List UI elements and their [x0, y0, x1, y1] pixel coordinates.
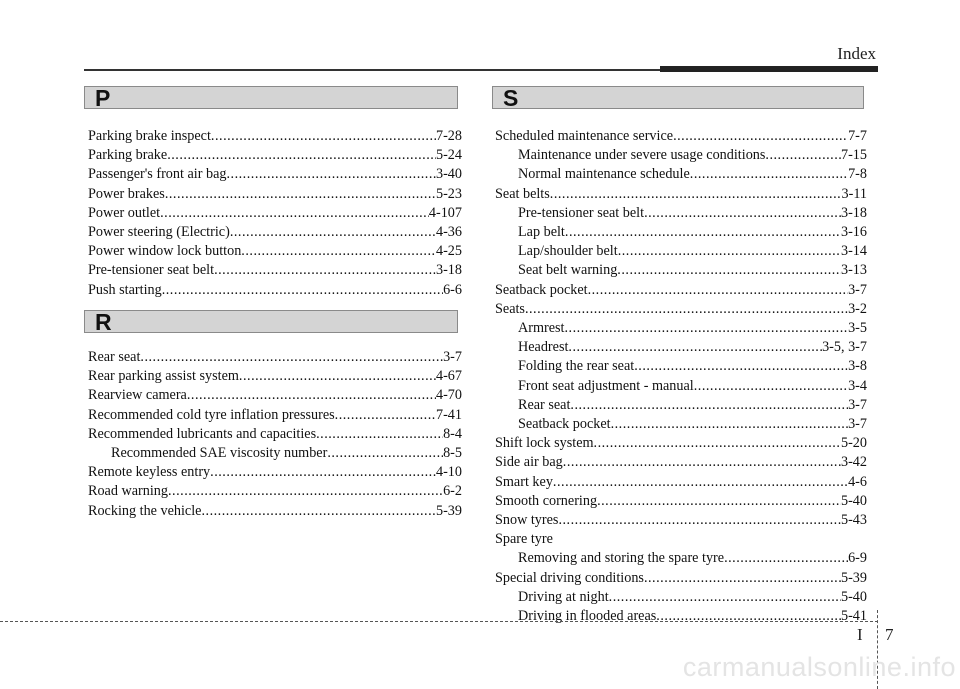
index-entry-text: Recommended cold tyre inflation pressures — [88, 406, 335, 423]
index-entry-page: 5-20 — [840, 435, 867, 452]
index-entry-text: Push starting — [88, 281, 162, 298]
section-letter-s: S — [503, 85, 519, 111]
index-entry-page: 4-10 — [435, 464, 462, 481]
index-entry-page: 3-7 — [848, 416, 867, 433]
dot-leader — [230, 223, 436, 242]
index-entry — [495, 549, 867, 568]
index-list-r — [88, 348, 462, 521]
index-entry — [495, 185, 867, 204]
dot-leader — [617, 261, 841, 280]
index-entry-page: 6-6 — [443, 281, 462, 298]
index-entry-page: 5-43 — [840, 512, 867, 529]
index-entry-page: 4-36 — [435, 224, 462, 241]
index-entry-page: 5-40 — [840, 492, 867, 509]
dot-leader — [634, 357, 848, 376]
index-entry-text: Seat belts — [495, 185, 550, 202]
dot-leader — [335, 406, 436, 425]
index-entry-page: 3-40 — [435, 166, 462, 183]
dot-leader — [609, 588, 841, 607]
index-entry — [495, 453, 867, 472]
index-entry — [495, 607, 867, 626]
index-entry — [495, 146, 867, 165]
dot-leader — [690, 165, 848, 184]
index-entry — [495, 434, 867, 453]
index-entry-page: 6-9 — [848, 550, 867, 567]
dot-leader — [553, 473, 848, 492]
index-entry-page: 7-8 — [848, 166, 867, 183]
index-entry-text: Parking brake — [88, 147, 168, 164]
index-list-p — [88, 127, 462, 300]
index-entry — [88, 204, 462, 223]
section-header-s — [492, 86, 864, 109]
index-entry-page: 3-11 — [841, 185, 867, 202]
dot-leader — [226, 165, 436, 184]
index-entry-page: 4-67 — [435, 368, 462, 385]
index-entry-text: Smooth cornering — [495, 492, 598, 509]
dot-leader — [565, 223, 841, 242]
dot-leader — [597, 492, 841, 511]
dot-leader — [316, 425, 443, 444]
index-entry — [88, 165, 462, 184]
dot-leader — [214, 261, 436, 280]
index-entry — [88, 242, 462, 261]
index-entry — [495, 223, 867, 242]
dot-leader — [570, 396, 848, 415]
index-entry-page: 3-7 — [848, 396, 867, 413]
index-entry-page: 3-13 — [840, 262, 867, 279]
index-entry-page: 3-7 — [443, 349, 462, 365]
index-entry-page: 3-8 — [848, 358, 867, 375]
index-entry-text: Smart key — [495, 473, 553, 490]
index-entry-text: Power outlet — [88, 204, 161, 221]
index-entry-text: Scheduled maintenance service — [495, 128, 674, 144]
footer-section-label: I — [857, 625, 863, 644]
index-entry-page: 3-2 — [848, 300, 867, 317]
footer-page-number: 7 — [885, 625, 894, 644]
index-entry — [495, 473, 867, 492]
dot-leader — [327, 444, 443, 463]
index-entry-page: 5-41 — [840, 608, 867, 625]
index-entry-text: Power steering (Electric) — [88, 224, 230, 241]
index-entry — [88, 463, 462, 482]
index-entry — [495, 300, 867, 319]
dot-leader — [167, 146, 436, 165]
index-entry-text: Recommended lubricants and capacities — [88, 425, 317, 442]
index-entry-page: 3-16 — [840, 224, 867, 241]
index-entry-text: Driving at night — [518, 588, 609, 605]
index-entry — [495, 281, 867, 300]
index-entry — [88, 482, 462, 501]
index-entry-text: Lap belt — [518, 224, 565, 241]
dot-leader — [765, 146, 841, 165]
dot-leader — [724, 549, 848, 568]
index-entry-text: Seatback pocket — [518, 416, 611, 433]
dot-leader — [644, 204, 841, 223]
index-entry-page: 7-41 — [435, 406, 462, 423]
dot-leader — [673, 127, 848, 146]
dot-leader — [165, 185, 436, 204]
index-entry-text: Rearview camera — [88, 387, 187, 404]
index-entry — [88, 502, 462, 521]
index-entry-page: 5-39 — [840, 569, 867, 586]
dot-leader — [568, 338, 822, 357]
index-entry-text: Removing and storing the spare tyre — [518, 550, 725, 567]
index-entry — [88, 425, 462, 444]
index-entry-text: Rear seat — [88, 349, 141, 365]
footer-dashed-rule — [0, 621, 878, 622]
dot-leader — [168, 482, 443, 501]
dot-leader — [565, 319, 849, 338]
section-header-p — [84, 86, 458, 109]
index-entry-text: Folding the rear seat — [518, 358, 635, 375]
index-entry — [495, 396, 867, 415]
index-entry-page: 7-7 — [848, 128, 867, 144]
dot-leader — [160, 204, 429, 223]
index-entry-text: Seats — [495, 300, 525, 317]
index-entry — [88, 185, 462, 204]
index-entry-text: Road warning — [88, 483, 168, 500]
section-letter-p: P — [95, 85, 111, 111]
index-entry — [88, 367, 462, 386]
dot-leader — [588, 281, 849, 300]
index-entry-text: Spare tyre — [495, 531, 553, 548]
index-entry — [88, 261, 462, 280]
index-entry — [88, 386, 462, 405]
dot-leader — [550, 185, 842, 204]
section-header-r — [84, 310, 458, 333]
index-entry — [88, 444, 462, 463]
index-entry-page: 7-28 — [435, 128, 462, 144]
index-entry-page: 4-6 — [848, 473, 867, 490]
index-entry-text: Rear parking assist system — [88, 368, 239, 385]
dot-leader — [241, 242, 436, 261]
index-entry-page: 6-2 — [443, 483, 462, 500]
index-entry-text: Seatback pocket — [495, 281, 588, 298]
index-entry-text: Side air bag — [495, 454, 563, 471]
index-entry-page: 4-107 — [428, 204, 462, 221]
index-entry-page: 8-5 — [443, 445, 462, 462]
dot-leader — [525, 300, 848, 319]
index-entry — [495, 127, 867, 146]
index-list-s — [495, 127, 867, 626]
index-entry-text: Pre-tensioner seat belt — [88, 262, 215, 279]
index-entry — [495, 377, 867, 396]
index-entry — [495, 242, 867, 261]
index-entry — [88, 223, 462, 242]
dot-leader — [618, 242, 841, 261]
dot-leader — [611, 415, 849, 434]
dot-leader — [239, 367, 436, 386]
index-entry — [495, 492, 867, 511]
index-entry-page: 3-14 — [840, 243, 867, 260]
index-entry-text: Driving in flooded areas — [518, 608, 657, 625]
index-entry-text: Power brakes — [88, 185, 165, 202]
index-entry-text: Armrest — [518, 320, 565, 337]
index-entry-text: Seat belt warning — [518, 262, 618, 279]
index-entry-text: Remote keyless entry — [88, 464, 211, 481]
index-entry-text: Headrest — [518, 339, 569, 356]
index-entry-page: 5-39 — [435, 502, 462, 519]
index-entry-page: 5-24 — [435, 147, 462, 164]
dot-leader — [563, 453, 841, 472]
dot-leader — [211, 127, 436, 146]
index-entry — [495, 319, 867, 338]
header-rule-accent — [660, 66, 878, 72]
dot-leader — [594, 434, 841, 453]
index-entry — [495, 511, 867, 530]
index-entry — [88, 281, 462, 300]
index-entry-page: 8-4 — [443, 425, 462, 442]
dot-leader — [644, 569, 841, 588]
index-entry-text: Lap/shoulder belt — [518, 243, 618, 260]
index-entry-text: Pre-tensioner seat belt — [518, 204, 645, 221]
index-entry — [495, 338, 867, 357]
index-entry-page: 5-23 — [435, 185, 462, 202]
index-entry-text: Maintenance under severe usage conditions — [518, 147, 766, 164]
index-entry-page: 3-42 — [840, 454, 867, 471]
index-entry-page: 4-70 — [435, 387, 462, 404]
index-entry-text: Snow tyres — [495, 512, 559, 529]
index-entry — [495, 261, 867, 280]
index-entry — [495, 357, 867, 376]
index-entry — [88, 406, 462, 425]
watermark-logo: carmanualsonline.info — [682, 652, 956, 682]
index-entry-text: Passenger's front air bag — [88, 166, 227, 183]
dot-leader — [201, 502, 436, 521]
dot-leader — [187, 386, 436, 405]
dot-leader — [162, 281, 443, 300]
index-entry-page: 3-5, 3-7 — [822, 339, 867, 356]
index-entry-page: 4-25 — [435, 243, 462, 260]
index-entry-text: Special driving conditions — [495, 569, 644, 586]
index-entry — [88, 127, 462, 146]
index-entry — [495, 530, 867, 549]
index-entry — [495, 204, 867, 223]
index-entry-text: Shift lock system — [495, 435, 594, 452]
index-entry-page: 7-15 — [840, 147, 867, 164]
dot-leader — [656, 607, 841, 626]
index-entry-page: 5-40 — [840, 588, 867, 605]
index-entry-page: 3-4 — [848, 377, 867, 394]
index-entry — [495, 415, 867, 434]
index-entry-page: 3-18 — [840, 204, 867, 221]
index-entry-text: Rocking the vehicle — [88, 502, 202, 519]
dot-leader — [694, 377, 848, 396]
index-entry-text: Recommended SAE viscosity number — [111, 445, 328, 462]
index-entry-page: 3-18 — [435, 262, 462, 279]
dot-leader — [140, 348, 443, 367]
index-entry-text: Parking brake inspect — [88, 128, 211, 144]
dot-leader — [210, 463, 436, 482]
index-entry-text: Rear seat — [518, 396, 571, 413]
index-entry-page: 3-5 — [848, 320, 867, 337]
index-entry-page: 3-7 — [848, 281, 867, 298]
index-entry — [88, 348, 462, 367]
index-entry — [495, 165, 867, 184]
index-entry — [495, 569, 867, 588]
page-header-title: Index — [837, 44, 876, 63]
dot-leader — [558, 511, 841, 530]
section-letter-r: R — [95, 309, 112, 335]
index-entry — [88, 146, 462, 165]
index-entry — [495, 588, 867, 607]
index-entry-text: Power window lock button — [88, 243, 242, 260]
index-entry-text: Front seat adjustment - manual — [518, 377, 694, 394]
index-entry-text: Normal maintenance schedule — [518, 166, 690, 183]
